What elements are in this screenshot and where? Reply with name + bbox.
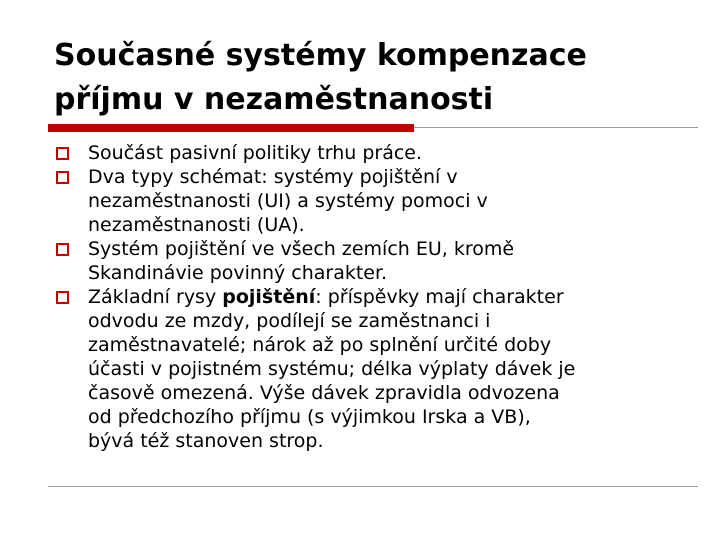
title-accent-bar xyxy=(48,124,414,132)
bullet-list xyxy=(54,141,694,453)
hollow-square-icon xyxy=(56,243,69,256)
bullet-item xyxy=(54,165,694,237)
bullet-line: časově omezená. Výše dávek zpravidla odvozena xyxy=(88,382,560,404)
bullet-line: účasti v pojistném systému; délka výplaty dávek je xyxy=(88,358,576,380)
bullet-line: zaměstnavatelé; nárok až po splnění určité doby xyxy=(88,334,552,356)
bullet-line: Součást pasivní politiky trhu práce. xyxy=(88,142,423,164)
footer-divider xyxy=(48,486,698,487)
bullet-line: Dva typy schémat: systémy pojištění v xyxy=(88,166,458,188)
bullet-line: Skandinávie povinný charakter. xyxy=(88,262,388,284)
title-line-2: příjmu v nezaměstnanosti xyxy=(54,82,494,117)
slide-title xyxy=(54,34,694,122)
bullet-text: : příspěvky mají charakter xyxy=(315,286,564,308)
bullet-item xyxy=(54,237,694,285)
bullet-line: odvodu ze mzdy, podílejí se zaměstnanci i xyxy=(88,310,491,332)
bullet-line: od předchozího příjmu (s výjimkou Irska a VB), xyxy=(88,406,531,428)
emphasis-text: pojištění xyxy=(222,286,316,308)
bullet-line: nezaměstnanosti (UA). xyxy=(88,214,305,236)
hollow-square-icon xyxy=(56,147,69,160)
title-line-1: Současné systémy kompenzace xyxy=(54,38,587,73)
bullet-line xyxy=(88,285,694,309)
bullet-line: nezaměstnanosti (UI) a systémy pomoci v xyxy=(88,190,488,212)
bullet-item xyxy=(54,141,694,165)
hollow-square-icon xyxy=(56,291,69,304)
bullet-line: bývá též stanoven strop. xyxy=(88,430,324,452)
bullet-line: Systém pojištění ve všech zemích EU, kromě xyxy=(88,238,515,260)
bullet-item xyxy=(54,285,694,453)
bullet-text: Základní rysy xyxy=(88,286,223,308)
hollow-square-icon xyxy=(56,171,69,184)
